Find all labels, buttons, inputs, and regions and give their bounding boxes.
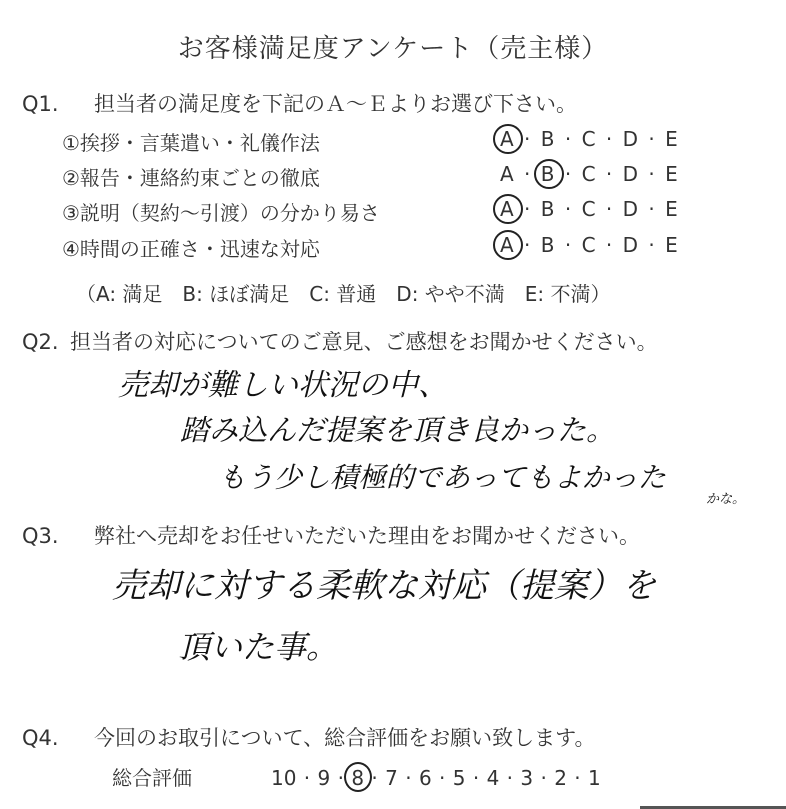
- q1-question: [22, 88, 577, 118]
- scale-separator: ·: [516, 162, 539, 186]
- rating-separator: ·: [466, 766, 486, 790]
- q1-text: 担当者の満足度を下記のＡ～Ｅよりお選び下さい。: [94, 92, 577, 116]
- q1-item-scale-2: [498, 162, 681, 186]
- q3-answer-line-1: 売却に対する柔軟な対応（提案）を: [112, 566, 656, 606]
- q1-item-label-4: ④時間の正確さ・迅速な対応: [62, 237, 320, 261]
- q3-answer-line-2: 頂いた事。: [178, 628, 339, 666]
- rating-value-10: 10: [271, 766, 297, 790]
- q4-text: 今回のお取引について、総合評価をお願い致します。: [94, 726, 596, 750]
- q4-question: [22, 722, 595, 752]
- q1-item-1-option-a: A: [500, 127, 515, 151]
- scale-separator: ·: [641, 197, 664, 221]
- q1-item-4-option-b: B: [540, 233, 556, 257]
- rating-value-3: 3: [520, 766, 534, 790]
- rating-value-8: 8: [351, 766, 365, 790]
- rating-value-6: 6: [418, 766, 432, 790]
- q1-item-1-option-b: B: [540, 127, 556, 151]
- overall-rating: [112, 762, 602, 791]
- q1-item-2-option-a: A: [500, 162, 515, 186]
- q1-item-2-option-c: C: [581, 162, 597, 186]
- q1-item-2-option-e: E: [665, 162, 679, 186]
- q1-item-3-option-b: B: [540, 197, 556, 221]
- q2-question: [22, 326, 658, 356]
- q1-item-3-option-d: D: [622, 197, 640, 221]
- q3-question: [22, 520, 640, 550]
- scale-separator: ·: [557, 233, 580, 257]
- scale-separator: ·: [641, 162, 664, 186]
- scale-separator: ·: [598, 233, 621, 257]
- scale-separator: ·: [598, 197, 621, 221]
- q1-item-2-option-d: D: [622, 162, 640, 186]
- q1-item-1-option-e: E: [665, 127, 679, 151]
- rating-separator: ·: [534, 766, 554, 790]
- rating-value-2: 2: [554, 766, 567, 790]
- scale-separator: ·: [598, 127, 621, 151]
- rating-label: 総合評価: [112, 766, 192, 790]
- q1-item-scale-4: [498, 233, 681, 257]
- survey-title: お客様満足度アンケート（売主様）: [177, 34, 609, 64]
- q2-answer-line-1: 売却が難しい状況の中、: [118, 368, 448, 403]
- q1-legend: （A: 満足 B: ほぼ満足 C: 普通 D: やや不満 E: 不満）: [76, 282, 611, 306]
- rating-scale: [270, 766, 602, 790]
- q1-item-scale-3: [498, 197, 681, 221]
- rating-value-5: 5: [452, 766, 466, 790]
- rating-separator: ·: [567, 766, 588, 790]
- q4-number: Q4.: [22, 726, 59, 750]
- q1-item-1-option-c: C: [581, 127, 597, 151]
- scale-separator: ·: [516, 127, 539, 151]
- rating-separator: ·: [331, 766, 351, 790]
- rating-separator: ·: [365, 766, 385, 790]
- q1-item-4-option-a: A: [500, 233, 515, 257]
- q1-item-4-option-c: C: [581, 233, 597, 257]
- rating-value-7: 7: [385, 766, 398, 790]
- q1-item-2-option-b: B: [540, 162, 556, 186]
- scale-separator: ·: [598, 162, 621, 186]
- q3-number: Q3.: [22, 524, 59, 548]
- q1-item-4-option-d: D: [622, 233, 640, 257]
- q1-item-label-1: ①挨拶・言葉遣い・礼儀作法: [62, 131, 320, 155]
- rating-separator: ·: [297, 766, 317, 790]
- q1-item-label-2: ②報告・連絡約束ごとの徹底: [62, 166, 320, 190]
- rating-separator: ·: [500, 766, 520, 790]
- q2-answer-line-3: もう少し積極的であってもよかった: [218, 461, 666, 494]
- q2-text: 担当者の対応についてのご意見、ご感想をお聞かせください。: [70, 330, 658, 354]
- scale-separator: ·: [557, 162, 580, 186]
- q3-text: 弊社へ売却をお任せいただいた理由をお聞かせください。: [94, 524, 640, 548]
- rating-separator: ·: [432, 766, 452, 790]
- scale-separator: ·: [516, 197, 539, 221]
- q1-number: Q1.: [22, 92, 59, 116]
- scale-separator: ·: [557, 127, 580, 151]
- rating-separator: ·: [398, 766, 418, 790]
- q2-number: Q2.: [22, 330, 59, 354]
- q1-item-label-3: ③説明（契約～引渡）の分かり易さ: [62, 201, 380, 225]
- scale-separator: ·: [641, 127, 664, 151]
- q1-item-1-option-d: D: [622, 127, 640, 151]
- q1-item-3-option-e: E: [665, 197, 679, 221]
- q1-item-scale-1: [498, 127, 681, 151]
- rating-value-9: 9: [317, 766, 331, 790]
- scale-separator: ·: [557, 197, 580, 221]
- scale-separator: ·: [516, 233, 539, 257]
- q1-item-3-option-a: A: [500, 197, 515, 221]
- scale-separator: ·: [641, 233, 664, 257]
- q2-answer-line-2: 踏み込んだ提案を頂き良かった。: [180, 413, 616, 447]
- q1-item-3-option-c: C: [581, 197, 597, 221]
- rating-value-1: 1: [588, 766, 601, 790]
- q1-item-4-option-e: E: [665, 233, 679, 257]
- rating-value-4: 4: [486, 766, 500, 790]
- q2-answer-line-4: かな。: [706, 492, 746, 507]
